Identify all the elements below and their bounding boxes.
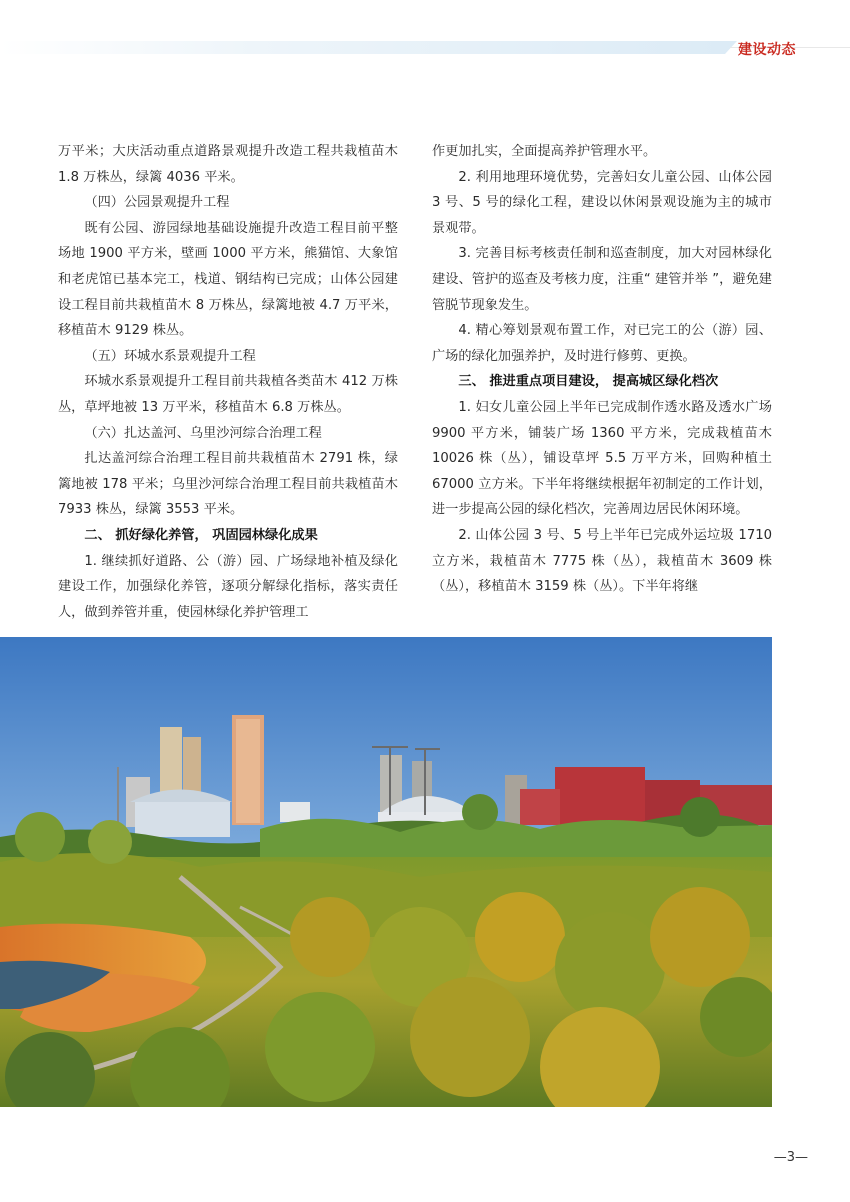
park-landscape-photo [0, 637, 772, 1107]
section-heading: 三、 推进重点项目建设， 提高城区绿化档次 [458, 374, 719, 390]
paragraph: 2. 山体公园 3 号、5 号上半年已完成外运垃圾 1710 立方米，栽植苗木 7775 株（丛），栽植苗木 3609 株（丛），移植苗木 3159 株（丛）。下半年将继 [432, 527, 772, 595]
paragraph: 4. 精心筹划景观布置工作，对已完工的公（游）园、广场的绿化加强养护，及时进行修剪、更换。 [432, 323, 772, 364]
section-heading: 二、 抓好绿化养管， 巩固园林绿化成果 [84, 527, 318, 543]
subsection-title: （六）扎达盖河、乌里沙河综合治理工程 [84, 425, 322, 441]
paragraph: 扎达盖河综合治理工程目前共栽植苗木 2791 株，绿篱地被 178 平米；乌里沙河综合治理工程目前共栽植苗木 7933 株丛，绿篱 3553 平米。 [58, 451, 398, 518]
page-number: —3— [773, 1150, 808, 1165]
right-column [432, 139, 772, 600]
paragraph: 1. 妇女儿童公园上半年已完成制作透水路及透水广场 9900 平方米，铺装广场 1360 平方米，完成栽植苗木 10026 株（丛），铺设草坪 5.5 万平方米，回购种植土 67000 立方米。下半年将继续根据年初制定的工作计划，进一步提高公园的绿化档次，完善周边居民休闲环境。 [432, 399, 772, 518]
paragraph: 3. 完善目标考核责任制和巡查制度，加大对园林绿化建设、管护的巡查及考核力度，注重“ 建管并举 ”，避免建管脱节现象发生。 [432, 246, 772, 313]
header-band [0, 41, 725, 54]
paragraph: 作更加扎实，全面提高养护管理水平。 [432, 144, 657, 159]
paragraph: 既有公园、游园绿地基础设施提升改造工程目前平整场地 1900 平方米，壁画 1000 平方米，熊猫馆、大象馆和老虎馆已基本完工，栈道、钢结构已完成；山体公园建设工程目前共栽植苗木 8 万株丛，绿篱地被 4.7 万平米，移植苗木 9129 株丛。 [58, 220, 398, 339]
subsection-title: （四）公园景观提升工程 [84, 195, 230, 211]
paragraph: 万平米；大庆活动重点道路景观提升改造工程共栽植苗木 1.8 万株丛，绿篱 4036 平米。 [58, 144, 398, 185]
paragraph: 环城水系景观提升工程目前共栽植各类苗木 412 万株丛，草坪地被 13 万平米，移植苗木 6.8 万株丛。 [58, 374, 398, 415]
paragraph: 2. 利用地理环境优势，完善妇女儿童公园、山体公园 3 号、5 号的绿化工程，建设以休闲景观设施为主的城市景观带。 [432, 169, 772, 236]
paragraph: 1. 继续抓好道路、公（游）园、广场绿地补植及绿化建设工作，加强绿化养管，逐项分解绿化指标，落实责任人，做到养管并重，使园林绿化养护管理工 [58, 553, 398, 620]
subsection-title: （五）环城水系景观提升工程 [84, 348, 256, 364]
section-tag: 建设动态 [738, 42, 796, 58]
left-column [58, 139, 398, 625]
